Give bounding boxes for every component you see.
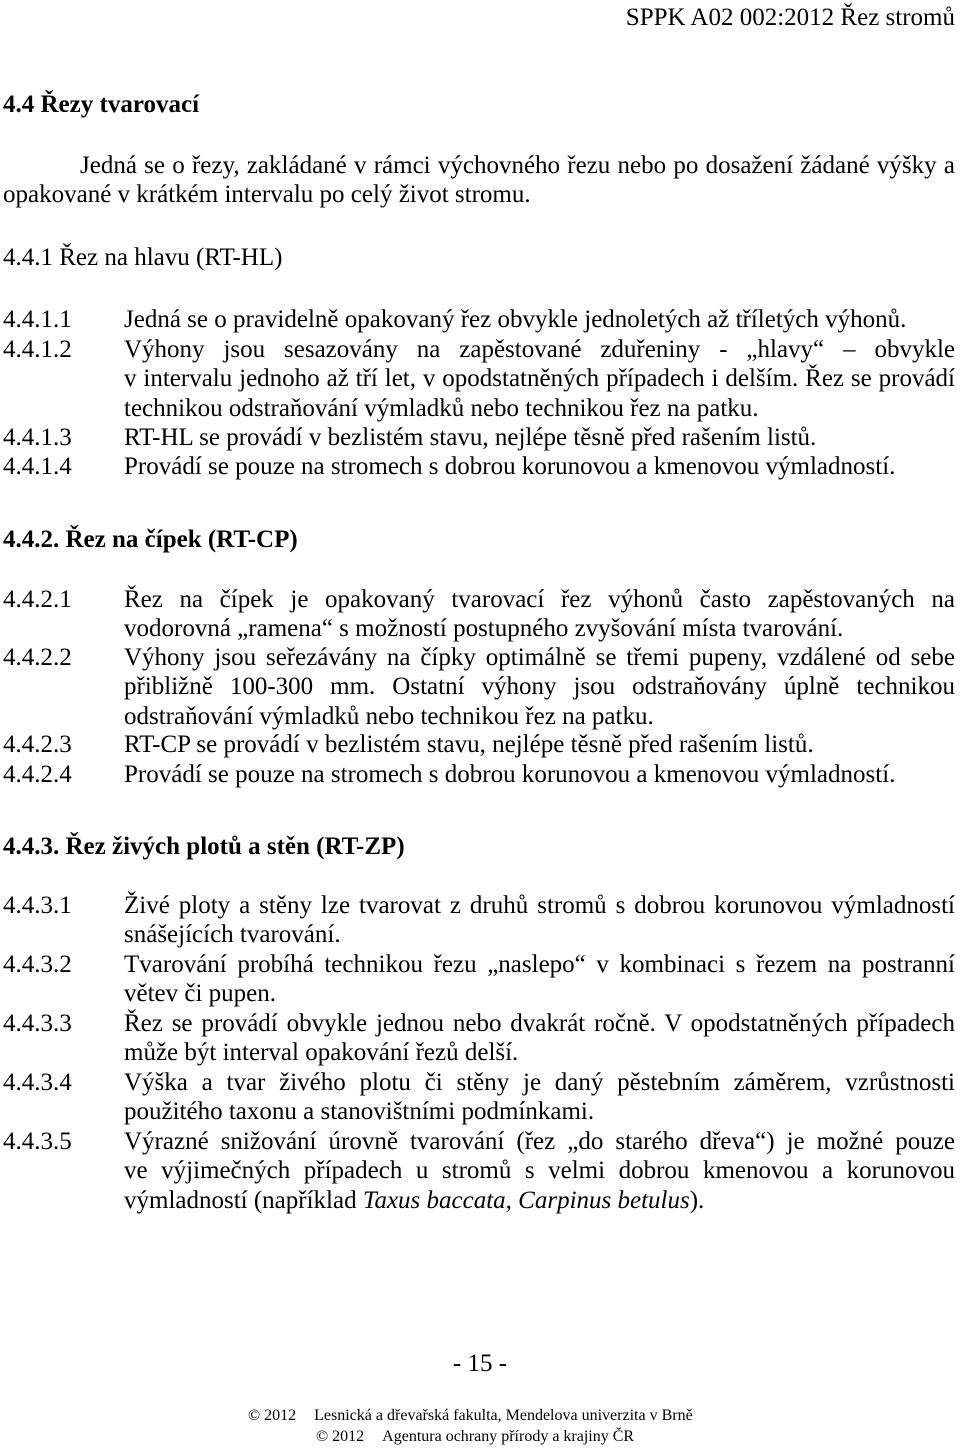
- clause-line: technikou odstraňování výmladků nebo technikou řez na patku.: [124, 394, 759, 422]
- clause-line: přibližně 100-300 mm. Ostatní výhony jsou odstraňovány úplně technikou: [124, 673, 955, 701]
- subsection-heading-rt-zp: 4.4.3. Řez živých plotů a stěn (RT-ZP): [3, 833, 405, 860]
- clause-number: 4.4.1.1: [3, 306, 72, 333]
- clause-number: 4.4.3.5: [3, 1128, 72, 1155]
- clause-line: RT-CP se provádí v bezlistém stavu, nejlépe těsně před rašením listů.: [124, 731, 814, 758]
- clause-line: Živé ploty a stěny lze tvarovat z druhů stromů s dobrou korunovou výmladností: [124, 892, 955, 919]
- clause-line: Jedná se o pravidelně opakovaný řez obvykle jednoletých až tříletých výhonů.: [124, 306, 907, 333]
- clause-text: ).: [689, 1186, 705, 1214]
- clause-number: 4.4.2.4: [3, 761, 72, 788]
- copyright-symbol: ©: [248, 1407, 261, 1424]
- running-header: SPPK A02 002:2012 Řez stromů: [625, 4, 955, 31]
- clause-line: Provádí se pouze na stromech s dobrou korunovou a kmenovou výmladností.: [124, 761, 896, 788]
- clause-line: Výhony jsou seřezávány na čípky optimálně se třemi pupeny, vzdálené od sebe: [124, 644, 955, 671]
- clause-line: Provádí se pouze na stromech s dobrou korunovou a kmenovou výmladností.: [124, 453, 896, 480]
- species-names: Taxus baccata, Carpinus betulus: [362, 1186, 690, 1214]
- intro-paragraph: [3, 151, 955, 210]
- clause-item: [3, 1127, 955, 1215]
- footer-line: [316, 1426, 634, 1447]
- section-heading: 4.4 Řezy tvarovací: [3, 91, 200, 118]
- clause-item: [3, 891, 955, 950]
- clause-line: vodorovná „ramena“ s možností postupného zvyšování místa tvarování.: [124, 615, 844, 643]
- clause-line: může být interval opakování řezů delší.: [124, 1039, 519, 1067]
- clause-line: větev či pupen.: [124, 980, 277, 1008]
- clause-number: 4.4.3.3: [3, 1010, 72, 1037]
- clause-line: v intervalu jednoho až tří let, v opodstatněných případech i delším. Řez se provádí: [124, 365, 955, 393]
- clause-number: 4.4.1.4: [3, 453, 72, 480]
- clause-item: [3, 423, 955, 452]
- clause-number: 4.4.3.1: [3, 892, 72, 919]
- clause-line: odstraňování výmladků nebo technikou řez na patku.: [124, 702, 654, 730]
- clause-item: [3, 335, 955, 423]
- clause-number: 4.4.3.4: [3, 1069, 72, 1096]
- clause-line: ve výjimečných případech u stromů s velmi dobrou kmenovou a korunovou: [124, 1157, 955, 1185]
- clause-item: [3, 452, 955, 481]
- copyright-symbol: ©: [316, 1428, 329, 1445]
- clause-item: [3, 585, 955, 644]
- clause-number: 4.4.3.2: [3, 951, 72, 978]
- copyright-holder: Lesnická a dřevařská fakulta, Mendelova univerzita v Brně: [314, 1407, 693, 1424]
- clause-line: Řez se provádí obvykle jednou nebo dvakrát ročně. V opodstatněných případech: [124, 1010, 955, 1037]
- subsection-heading-rt-hl: 4.4.1 Řez na hlavu (RT-HL): [3, 244, 283, 271]
- intro-line: Jedná se o řezy, zakládané v rámci výchovného řezu nebo po dosažení žádané výšky a: [80, 152, 955, 179]
- clause-line: Tvarování probíhá technikou řezu „naslepo“ v kombinaci s řezem na postranní: [124, 951, 955, 978]
- clause-line: [124, 1186, 955, 1215]
- page-number: - 15 -: [452, 1350, 508, 1377]
- clause-item: [3, 1068, 955, 1127]
- clause-line: Výška a tvar živého plotu či stěny je daný pěstebním záměrem, vzrůstnosti: [124, 1069, 955, 1096]
- clause-item: [3, 643, 955, 731]
- clause-line: RT-HL se provádí v bezlistém stavu, nejlépe těsně před rašením listů.: [124, 424, 817, 451]
- clause-item: [3, 760, 955, 789]
- intro-line: opakované v krátkém intervalu po celý život stromu.: [3, 181, 531, 209]
- copyright-year: 2012: [332, 1428, 365, 1445]
- copyright-year: 2012: [264, 1407, 297, 1424]
- clause-line: použitého taxonu a stanovištními podmínkami.: [124, 1098, 595, 1126]
- footer-line: [248, 1405, 693, 1426]
- clause-line: snášejících tvarování.: [124, 921, 341, 949]
- clause-line: Výrazné snižování úrovně tvarování (řez „do starého dřeva“) je možné pouze: [124, 1128, 955, 1155]
- copyright-holder: Agentura ochrany přírody a krajiny ČR: [382, 1428, 635, 1445]
- clause-item: [3, 950, 955, 1009]
- clause-number: 4.4.2.3: [3, 731, 72, 758]
- clause-item: [3, 305, 955, 334]
- clause-number: 4.4.2.1: [3, 586, 72, 613]
- clause-item: [3, 1009, 955, 1068]
- clause-number: 4.4.1.2: [3, 336, 72, 363]
- clause-number: 4.4.2.2: [3, 644, 72, 671]
- subsection-heading-rt-cp: 4.4.2. Řez na čípek (RT-CP): [3, 526, 298, 553]
- clause-line: Řez na čípek je opakovaný tvarovací řez výhonů často zapěstovaných na: [124, 586, 955, 613]
- clause-line: Výhony jsou sesazovány na zapěstované zduřeniny - „hlavy“ – obvykle: [124, 336, 955, 363]
- clause-item: [3, 730, 955, 759]
- clause-number: 4.4.1.3: [3, 424, 72, 451]
- clause-text: výmladností (například: [124, 1186, 363, 1214]
